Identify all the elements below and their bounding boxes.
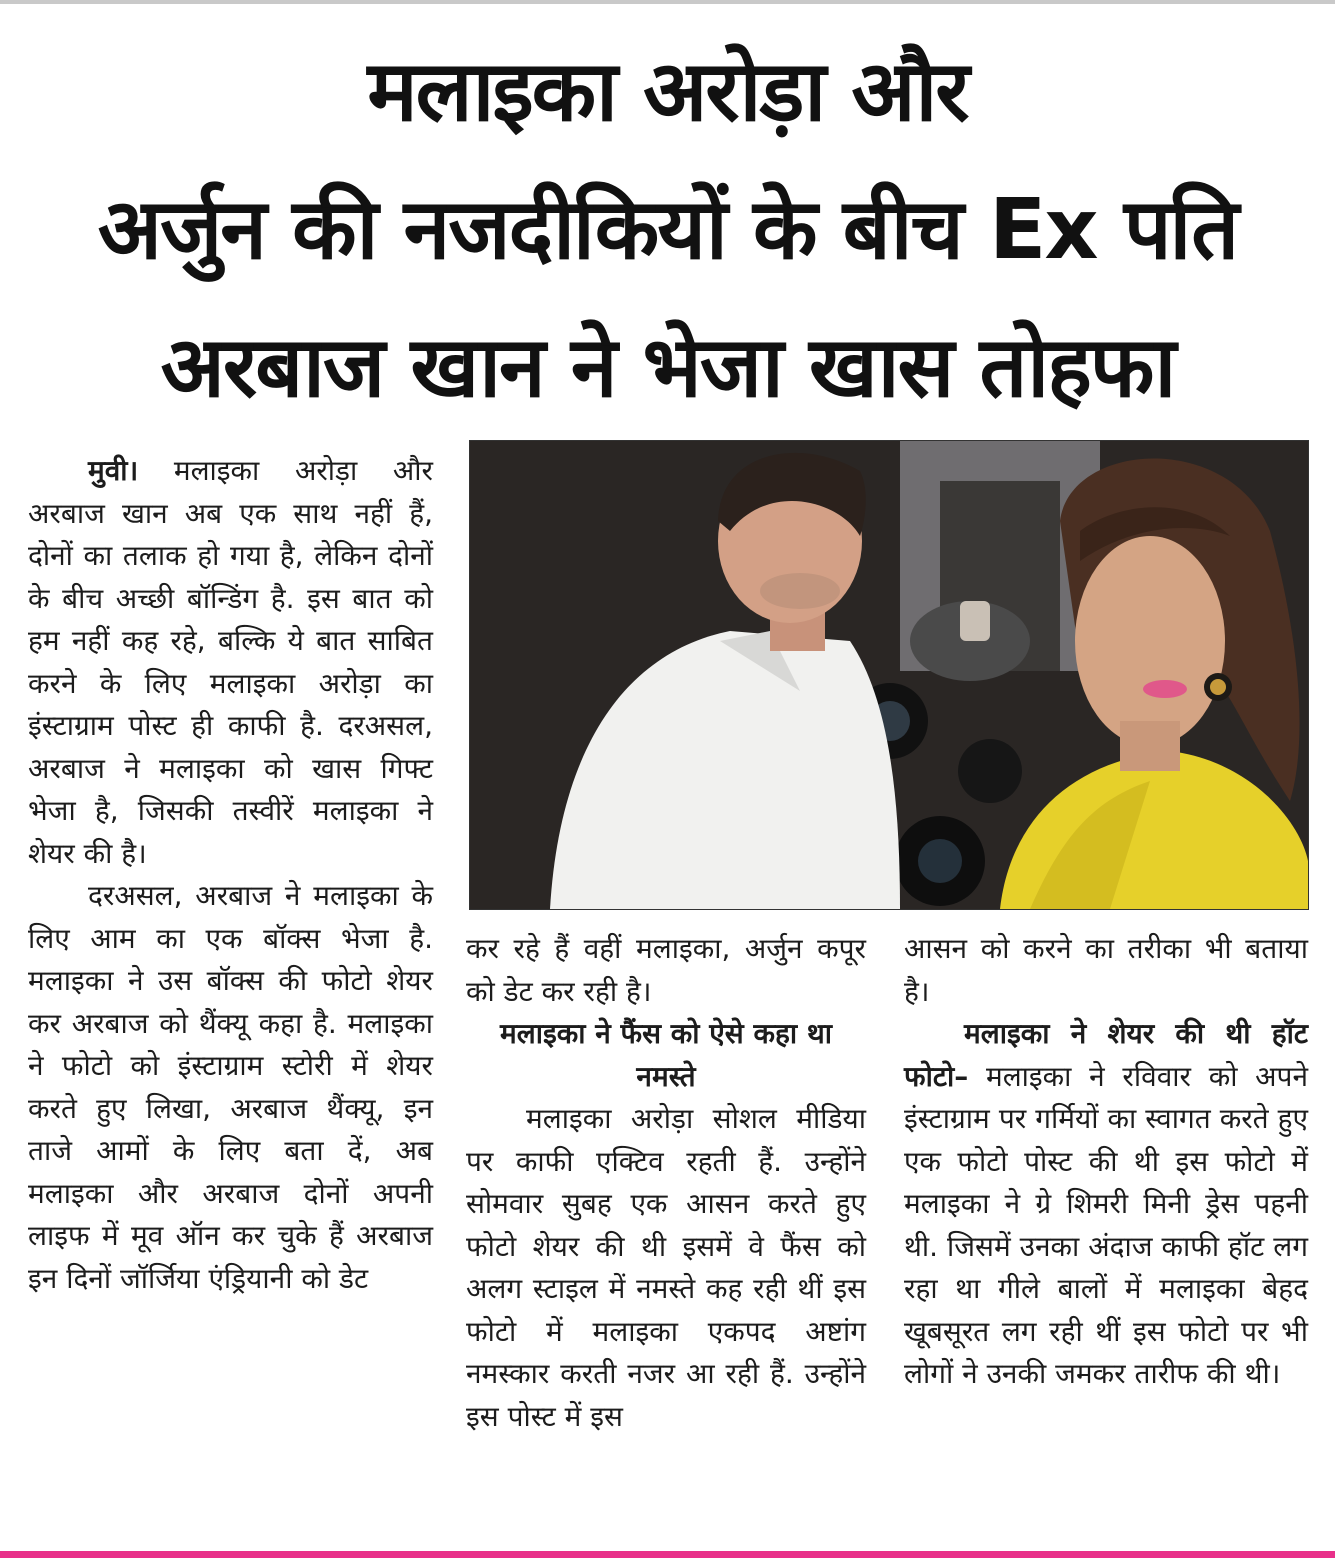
article-column-2 (466, 928, 866, 1438)
headline (10, 22, 1325, 436)
subheading-namaste: मलाइका ने फैंस को ऐसे कहा था नमस्ते (500, 1017, 832, 1093)
article-column-3 (904, 928, 1308, 1396)
article-column-1 (28, 450, 433, 1300)
news-photo (469, 440, 1309, 910)
paragraph-2: दरअसल, अरबाज ने मलाइका के लिए आम का एक बॉक्स भेजा है. मलाइका ने उस बॉक्स की फोटो शेयर कर अरबाज को थैंक्यू कहा है. मलाइका ने फोटो को इंस्टाग्राम स्टोरी में शेयर करते हुए लिखा, अरबाज थैंक्यू, इन ताजे आमों के लिए बता दें, अब मलाइका और अरबाज दोनों अपनी लाइफ में मूव ऑन कर चुके हैं अरबाज इन दिनों जॉर्जिया एंड्रियानी को डेट (28, 879, 433, 1295)
headline-line-3: अरबाज खान ने भेजा खास तोहफा (160, 318, 1175, 416)
column-2-paragraph: मलाइका अरोड़ा सोशल मीडिया पर काफी एक्टिव रहती हैं. उन्होंने सोमवार सुबह एक आसन करते हुए फोटो शेयर की थी इसमें वे फैंस को अलग स्टाइल में नमस्ते कह रही थीं इस फोटो में मलाइका एकपद अष्टांग नमस्कार करती नजर आ रही हैं. उन्होंने इस पोस्ट में इस (466, 1102, 866, 1433)
column-3-continuation: आसन को करने का तरीका भी बताया है। (904, 932, 1308, 1008)
column-3-paragraph (904, 1013, 1308, 1396)
column-3-paragraph-text: मलाइका ने रविवार को अपने इंस्टाग्राम पर गर्मियों का स्वागत करते हुए एक फोटो पोस्ट की थी इस फोटो में मलाइका ने ग्रे शिमरी मिनी ड्रेस पहनी थी. जिसमें उनका अंदाज काफी हॉट लग रहा था गीले बालों में मलाइका बेहद खूबसूरत लग रही थीं इस फोटो पर भी लोगों ने उनकी जमकर तारीफ की थी। (904, 1059, 1309, 1390)
paragraph-intro-text: मलाइका अरोड़ा और अरबाज खान अब एक साथ नहीं हैं, दोनों का तलाक हो गया है, लेकिन दोनों के बीच अच्छी बॉन्डिंग है. इस बात को हम नहीं कह रहे, बल्कि ये बात साबित करने के लिए मलाइका अरोड़ा का इंस्टाग्राम पोस्ट ही काफी है. दरअसल, अरबाज ने मलाइका को खास गिफ्ट भेजा है, जिसकी तस्वीरें मलाइका ने शेयर की है। (28, 454, 433, 870)
photo-illustration (470, 441, 1308, 909)
dateline: मुवी। (88, 454, 139, 487)
subheading-hot-photo: मलाइका ने शेयर की थी हॉट फोटो– (904, 1017, 1308, 1093)
paragraph-intro (28, 450, 433, 875)
headline-line-1: मलाइका अरोड़ा और (367, 42, 968, 140)
bottom-rule (0, 1551, 1335, 1558)
column-2-continuation: कर रहे हैं वहीं मलाइका, अर्जुन कपूर को डेट कर रही है। (466, 932, 866, 1008)
top-rule (0, 0, 1335, 4)
headline-line-2: अर्जुन की नजदीकियों के बीच Ex पति (97, 180, 1238, 278)
